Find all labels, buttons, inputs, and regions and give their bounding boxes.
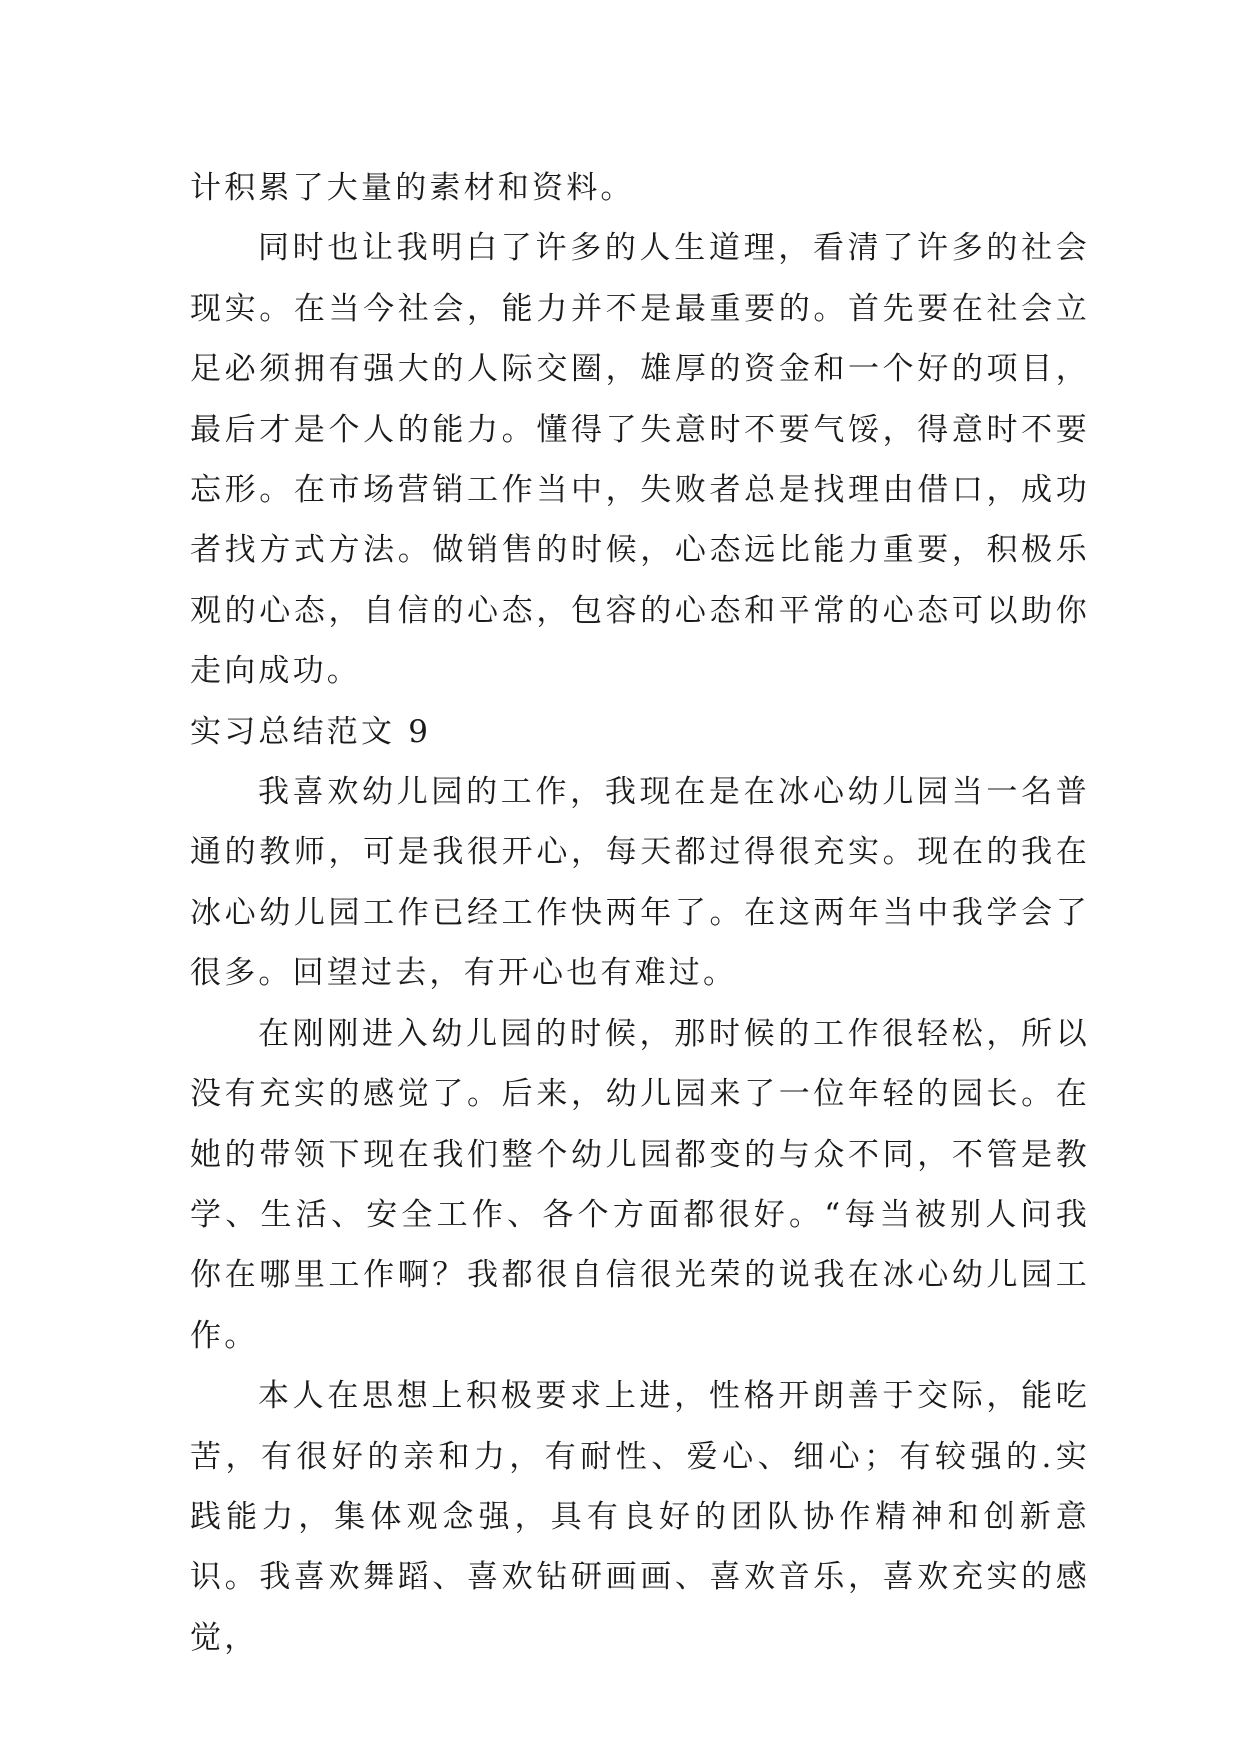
paragraph-5: 本人在思想上积极要求上进，性格开朗善于交际，能吃苦，有很好的亲和力，有耐性、爱心、细心；有较强的.实践能力，集体观念强，具有良好的团队协作精神和创新意识。我喜欢舞蹈、喜欢钻研画画、喜欢音乐，喜欢充实的感觉， xyxy=(190,1378,1090,1656)
paragraph-4: 在刚刚进入幼儿园的时候，那时候的工作很轻松，所以没有充实的感觉了。后来，幼儿园来了一位年轻的园长。在她的带领下现在我们整个幼儿园都变的与众不同，不管是教学、生活、安全工作、各个方面都很好。“每当被别人问我你在哪里工作啊？我都很自信很光荣的说我在冰心幼儿园工作。 xyxy=(190,1015,1090,1354)
paragraph-2: 同时也让我明白了许多的人生道理，看清了许多的社会现实。在当今社会，能力并不是最重要的。首先要在社会立足必须拥有强大的人际交圈，雄厚的资金和一个好的项目，最后才是个人的能力。懂得了失意时不要气馁，得意时不要忘形。在市场营销工作当中，失败者总是找理由借口，成功者找方式方法。做销售的时候，心态远比能力重要，积极乐观的心态，自信的心态，包容的心态和平常的心态可以助你走向成功。 xyxy=(190,230,1090,690)
document-body xyxy=(190,158,1090,1668)
paragraph-3: 我喜欢幼儿园的工作，我现在是在冰心幼儿园当一名普通的教师，可是我很开心，每天都过得很充实。现在的我在冰心幼儿园工作已经工作快两年了。在这两年当中我学会了很多。回望过去，有开心也有难过。 xyxy=(190,774,1090,992)
paragraph-1: 计积累了大量的素材和资料。 xyxy=(190,170,635,206)
section-heading: 实习总结范文 9 xyxy=(190,713,432,750)
